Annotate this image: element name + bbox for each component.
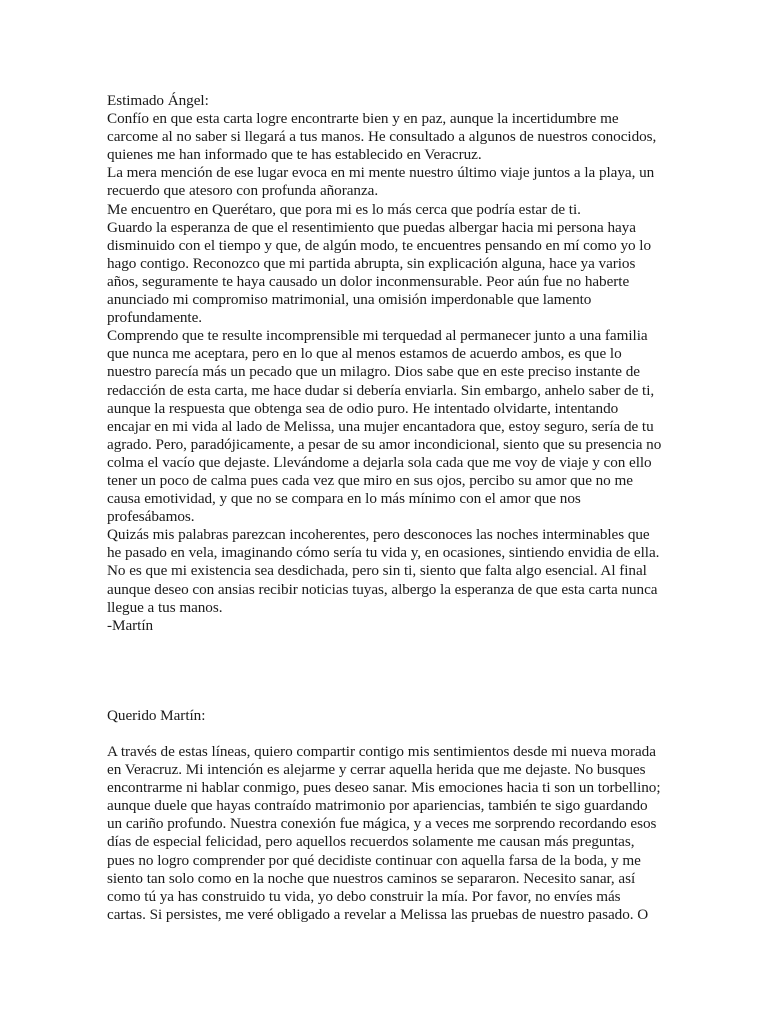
- text-line: en Veracruz. Mi intención es alejarme y cerrar aquella herida que me dejaste. No busques: [107, 761, 646, 779]
- text-line: Guardo la esperanza de que el resentimiento que puedas albergar hacia mi persona haya: [107, 218, 636, 236]
- text-line: Comprendo que te resulte incomprensible mi terquedad al permanecer junto a una familia: [107, 327, 648, 345]
- text-line: que nunca me aceptara, pero en lo que al menos estamos de acuerdo ambos, es que lo: [107, 345, 622, 363]
- text-line: Estimado Ángel:: [107, 92, 209, 109]
- text-line: días de especial felicidad, pero aquellos recuerdos solamente me causan más preguntas,: [107, 833, 635, 851]
- text-line: Me encuentro en Querétaro, que pora mi es lo más cerca que podría estar de ti.: [107, 200, 581, 218]
- text-line: un cariño profundo. Nuestra conexión fue mágica, y a veces me sorprendo recordando esos: [107, 815, 657, 833]
- letter-greeting: Querido Martín:: [107, 706, 206, 724]
- text-line: cartas. Si persistes, me veré obligado a revelar a Melissa las pruebas de nuestro pasado. O: [107, 905, 649, 923]
- text-line: redacción de esta carta, me hace dudar si debería enviarla. Sin embargo, anhelo saber de ti,: [107, 381, 655, 399]
- text-line: aunque deseo con ansias recibir noticias tuyas, albergo la esperanza de que esta carta nunca: [107, 580, 658, 598]
- paragraph-gap: [107, 725, 667, 743]
- text-line: agrado. Pero, paradójicamente, a pesar de su amor incondicional, siento que su presencia no: [107, 435, 662, 453]
- text-line: siento tan solo como en la noche que nuestros caminos se separaron. Necesito sanar, así: [107, 869, 636, 887]
- text-line: encontrarme ni hablar conmigo, pues deseo sanar. Mis emociones hacia ti son un torbellino;: [107, 779, 661, 797]
- text-line: como tú ya has construido tu vida, yo debo construir la mía. Por favor, no envíes más: [107, 887, 621, 905]
- text-line: anunciado mi compromiso matrimonial, una omisión imperdonable que lamento: [107, 291, 592, 309]
- text-line: Confío en que esta carta logre encontrarte bien y en paz, aunque la incertidumbre me: [107, 110, 619, 128]
- text-line: hago contigo. Reconozco que mi partida abrupta, sin explicación alguna, hace ya varios: [107, 254, 636, 272]
- text-line: quienes me han informado que te has establecido en Veracruz.: [107, 146, 482, 164]
- text-line: años, seguramente te haya causado un dolor inconmensurable. Peor aún fue no haberte: [107, 272, 630, 290]
- text-line: aunque duele que hayas contraído matrimonio por apariencias, también te sigo guardando: [107, 797, 648, 815]
- text-line: Quizás mis palabras parezcan incoherentes, pero desconoces las noches interminables que: [107, 526, 650, 544]
- text-line: profesábamos.: [107, 508, 195, 526]
- text-line: llegue a tus manos.: [107, 598, 223, 616]
- document-page: [107, 92, 667, 924]
- section-gap: [107, 635, 667, 707]
- text-line: he pasado en vela, imaginando cómo sería tu vida y, en ocasiones, sintiendo envidia de ella.: [107, 544, 660, 562]
- text-line: nuestro parecía más un pecado que un milagro. Dios sabe que en este preciso instante de: [107, 363, 640, 381]
- text-line: colma el vacío que dejaste. Llevándome a dejarla sola cada que me voy de viaje y con ello: [107, 453, 652, 471]
- text-line: A través de estas líneas, quiero compartir contigo mis sentimientos desde mi nueva morada: [107, 743, 656, 760]
- text-line: tener un poco de calma pues cada vez que miro en sus ojos, percibo su amor que no me: [107, 471, 633, 489]
- text-line: disminuido con el tiempo y que, de algún modo, te encuentres pensando en mí como yo lo: [107, 236, 652, 254]
- text-line: recuerdo que atesoro con profunda añoranza.: [107, 182, 379, 200]
- text-line: carcome al no saber si llegará a tus manos. He consultado a algunos de nuestros conocidos,: [107, 128, 657, 146]
- letter-from-martin: [107, 92, 667, 635]
- text-line: No es que mi existencia sea desdichada, pero sin ti, siento que falta algo esencial. Al final: [107, 562, 647, 580]
- text-line: -Martín: [107, 616, 154, 634]
- text-line: pues no logro comprender por qué decidiste continuar con aquella farsa de la boda, y me: [107, 851, 641, 869]
- text-line: causa emotividad, y que no se compara en lo más mínimo con el amor que nos: [107, 490, 581, 508]
- letter-from-angel: [107, 707, 667, 924]
- text-line: encajar en mi vida al lado de Melissa, una mujer encantadora que, estoy seguro, sería de tu: [107, 417, 654, 435]
- text-line: aunque la respuesta que obtenga sea de odio puro. He intentado olvidarte, intentando: [107, 399, 619, 417]
- text-line: La mera mención de ese lugar evoca en mi mente nuestro último viaje juntos a la playa, un: [107, 164, 655, 182]
- text-line: profundamente.: [107, 309, 203, 327]
